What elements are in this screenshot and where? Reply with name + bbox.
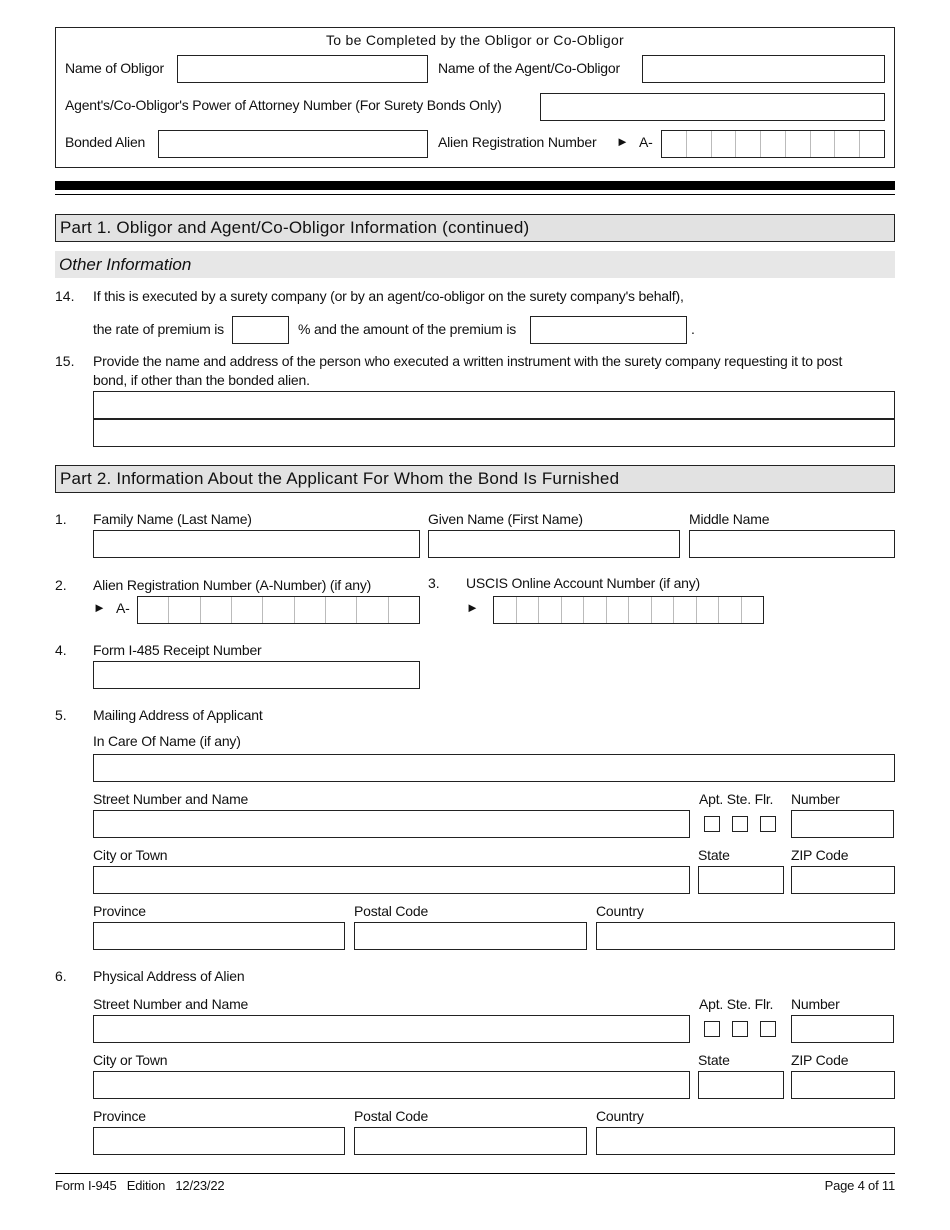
physical-address-label: Physical Address of Alien — [93, 968, 245, 984]
mailing-country-label: Country — [596, 903, 644, 919]
q15-input-line1[interactable] — [93, 391, 895, 419]
physical-city-label: City or Town — [93, 1052, 168, 1068]
bonded-alien-label: Bonded Alien — [65, 134, 146, 150]
mailing-street-input[interactable] — [93, 810, 690, 838]
q14-period: . — [691, 321, 695, 337]
mailing-city-label: City or Town — [93, 847, 168, 863]
family-name-label: Family Name (Last Name) — [93, 511, 252, 527]
mailing-province-input[interactable] — [93, 922, 345, 950]
q6-number: 6. — [55, 968, 67, 984]
uscis-account-label: USCIS Online Account Number (if any) — [466, 575, 701, 591]
mailing-zip-input[interactable] — [791, 866, 895, 894]
name-of-agent-input[interactable] — [642, 55, 885, 83]
physical-country-label: Country — [596, 1108, 644, 1124]
mailing-country-input[interactable] — [596, 922, 895, 950]
physical-flr-checkbox[interactable] — [760, 1021, 776, 1037]
physical-country-input[interactable] — [596, 1127, 895, 1155]
physical-province-input[interactable] — [93, 1127, 345, 1155]
divider-thick — [55, 181, 895, 190]
name-of-obligor-input[interactable] — [177, 55, 428, 83]
footer-form-edition: Form I-945 Edition 12/23/22 — [55, 1178, 225, 1193]
given-name-label: Given Name (First Name) — [428, 511, 583, 527]
physical-zip-label: ZIP Code — [791, 1052, 849, 1068]
divider-thin — [55, 194, 895, 195]
physical-postal-label: Postal Code — [354, 1108, 429, 1124]
arrow-right-icon: ► — [93, 600, 106, 615]
mailing-apt-ste-flr-label: Apt. Ste. Flr. — [699, 791, 774, 807]
mailing-zip-label: ZIP Code — [791, 847, 849, 863]
obligor-box-title: To be Completed by the Obligor or Co-Obligor — [325, 32, 624, 48]
alien-reg-number-label: Alien Registration Number — [438, 134, 597, 150]
receipt-number-label: Form I-485 Receipt Number — [93, 642, 262, 658]
power-of-attorney-input[interactable] — [540, 93, 885, 121]
physical-apt-checkbox[interactable] — [704, 1021, 720, 1037]
receipt-number-input[interactable] — [93, 661, 420, 689]
other-information-subheader: Other Information — [55, 251, 895, 278]
uscis-account-input[interactable] — [493, 596, 764, 624]
a-prefix: A- — [639, 134, 653, 150]
a-number-label: Alien Registration Number (A-Number) (if any) — [93, 577, 372, 593]
mailing-postal-label: Postal Code — [354, 903, 429, 919]
physical-street-input[interactable] — [93, 1015, 690, 1043]
bonded-alien-input[interactable] — [158, 130, 428, 158]
part2-header: Part 2. Information About the Applicant For Whom the Bond Is Furnished — [55, 465, 895, 493]
physical-ste-checkbox[interactable] — [732, 1021, 748, 1037]
mailing-city-input[interactable] — [93, 866, 690, 894]
mailing-number-input[interactable] — [791, 810, 894, 838]
in-care-of-input[interactable] — [93, 754, 895, 782]
q4-number: 4. — [55, 642, 67, 658]
q1-number: 1. — [55, 511, 67, 527]
mailing-postal-input[interactable] — [354, 922, 587, 950]
middle-name-label: Middle Name — [689, 511, 770, 527]
rate-of-premium-input[interactable] — [232, 316, 289, 344]
mailing-apt-checkbox[interactable] — [704, 816, 720, 832]
physical-state-select[interactable] — [698, 1071, 784, 1099]
q14-number: 14. — [55, 288, 75, 304]
physical-city-input[interactable] — [93, 1071, 690, 1099]
mailing-state-select[interactable] — [698, 866, 784, 894]
mailing-province-label: Province — [93, 903, 146, 919]
q5-number: 5. — [55, 707, 67, 723]
mailing-ste-checkbox[interactable] — [732, 816, 748, 832]
power-of-attorney-label: Agent's/Co-Obligor's Power of Attorney Number (For Surety Bonds Only) — [65, 97, 502, 113]
q15-number: 15. — [55, 353, 75, 369]
physical-province-label: Province — [93, 1108, 146, 1124]
family-name-input[interactable] — [93, 530, 420, 558]
physical-street-label: Street Number and Name — [93, 996, 249, 1012]
physical-apt-ste-flr-label: Apt. Ste. Flr. — [699, 996, 774, 1012]
q3-number: 3. — [428, 575, 440, 591]
physical-postal-input[interactable] — [354, 1127, 587, 1155]
q15-text: Provide the name and address of the person who executed a written instrument with the surety company requesting it to post — [93, 353, 843, 369]
physical-state-label: State — [698, 1052, 730, 1068]
part1-header: Part 1. Obligor and Agent/Co-Obligor Information (continued) — [55, 214, 895, 242]
q2-number: 2. — [55, 577, 67, 593]
a-number-input[interactable] — [137, 596, 420, 624]
mailing-state-label: State — [698, 847, 730, 863]
q15-input-line2[interactable] — [93, 419, 895, 447]
q14-text: If this is executed by a surety company (or by an agent/co-obligor on the surety company's behalf), — [93, 288, 684, 304]
alien-reg-number-input[interactable] — [661, 130, 885, 158]
mailing-address-label: Mailing Address of Applicant — [93, 707, 263, 723]
arrow-right-icon: ► — [616, 134, 629, 149]
physical-zip-input[interactable] — [791, 1071, 895, 1099]
physical-number-label: Number — [791, 996, 840, 1012]
mailing-flr-checkbox[interactable] — [760, 816, 776, 832]
in-care-of-label: In Care Of Name (if any) — [93, 733, 241, 749]
q14-rate-label: the rate of premium is — [93, 321, 224, 337]
given-name-input[interactable] — [428, 530, 680, 558]
premium-amount-input[interactable] — [530, 316, 687, 344]
name-of-agent-label: Name of the Agent/Co-Obligor — [438, 60, 620, 76]
mailing-number-label: Number — [791, 791, 840, 807]
middle-name-input[interactable] — [689, 530, 895, 558]
footer-divider — [55, 1173, 895, 1174]
a-number-prefix: A- — [116, 600, 130, 616]
name-of-obligor-label: Name of Obligor — [65, 60, 164, 76]
footer-page-number: Page 4 of 11 — [824, 1178, 895, 1193]
mailing-street-label: Street Number and Name — [93, 791, 249, 807]
arrow-right-icon: ► — [466, 600, 479, 615]
q15-text-line2: bond, if other than the bonded alien. — [93, 372, 310, 388]
physical-number-input[interactable] — [791, 1015, 894, 1043]
q14-amount-label: % and the amount of the premium is — [298, 321, 517, 337]
